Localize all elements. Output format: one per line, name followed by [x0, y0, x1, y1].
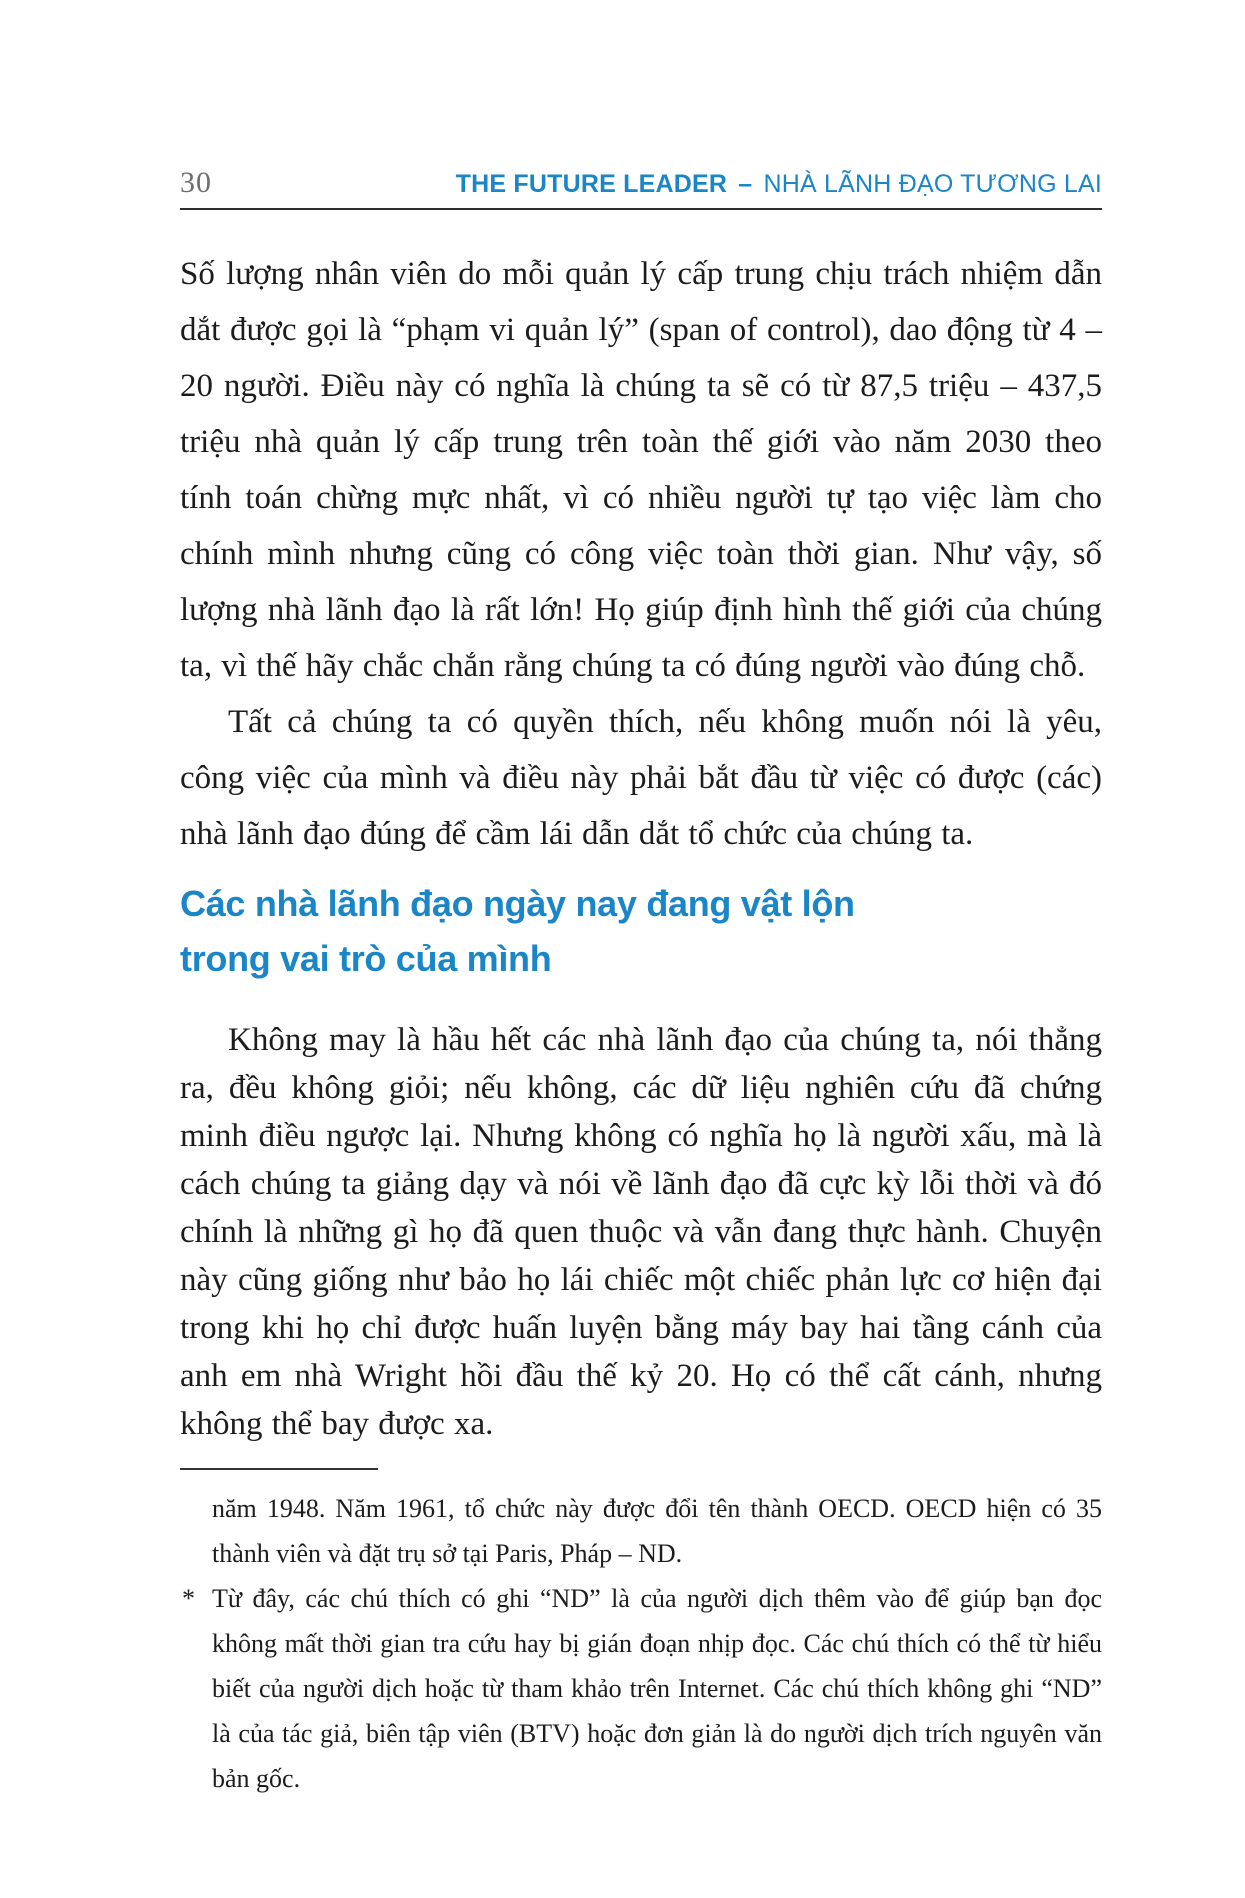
paragraph-struggling-leaders: Không may là hầu hết các nhà lãnh đạo của chúng ta, nói thẳng ra, đều không giỏi; nếu không, các dữ liệu nghiên cứu đã chứng minh điều ngược lại. Nhưng không có nghĩa họ là người xấu, mà là cách chúng ta giảng dạy và nói về lãnh đạo đã cực kỳ lỗi thời và đó chính là những gì họ đã quen thuộc và vẫn đang thực hành. Chuyện này cũng giống như bảo họ lái chiếc một chiếc phản lực cơ hiện đại trong khi họ chỉ được huấn luyện bằng máy bay hai tầng cánh của anh em nhà Wright hồi đầu thế kỷ 20. Họ có thể cất cánh, nhưng không thể bay được xa.	[180, 1022, 1102, 1442]
running-title-en: THE FUTURE LEADER	[455, 170, 728, 198]
footnotes	[180, 1486, 1102, 1801]
footnote-separator-rule	[180, 1468, 378, 1470]
footnote-item	[180, 1576, 1102, 1801]
page-number: 30	[180, 166, 212, 199]
paragraph-right-leaders: Tất cả chúng ta có quyền thích, nếu không muốn nói là yêu, công việc của mình và điều này phải bắt đầu từ việc có được (các) nhà lãnh đạo đúng để cầm lái dẫn dắt tổ chức của chúng ta.	[180, 704, 1102, 852]
paragraph-span-of-control: Số lượng nhân viên do mỗi quản lý cấp trung chịu trách nhiệm dẫn dắt được gọi là “phạm vi quản lý” (span of control), dao động từ 4 – 20 người. Điều này có nghĩa là chúng ta sẽ có từ 87,5 triệu – 437,5 triệu nhà quản lý cấp trung trên toàn thế giới vào năm 2030 theo tính toán chừng mực nhất, vì có nhiều người tự tạo việc làm cho chính mình nhưng cũng có công việc toàn thời gian. Như vậy, số lượng nhà lãnh đạo là rất lớn! Họ giúp định hình thế giới của chúng ta, vì thế hãy chắc chắn rằng chúng ta có đúng người vào đúng chỗ.	[180, 256, 1102, 684]
section-heading-line1: Các nhà lãnh đạo ngày nay đang vật lộn	[180, 883, 855, 924]
footnote-marker: *	[182, 1584, 195, 1613]
footnote-text: Từ đây, các chú thích có ghi “ND” là của người dịch thêm vào để giúp bạn đọc không mất thời gian tra cứu hay bị gián đoạn nhịp đọc. Các chú thích có thể từ hiểu biết của người dịch hoặc từ tham khảo trên Internet. Các chú thích không ghi “ND” là của tác giả, biên tập viên (BTV) hoặc đơn giản là do người dịch trích nguyên văn bản gốc.	[212, 1584, 1102, 1793]
body-text	[180, 246, 1102, 1448]
footnote-item	[180, 1486, 1102, 1576]
running-title	[456, 171, 1102, 198]
running-title-vi: NHÀ LÃNH ĐẠO TƯƠNG LAI	[763, 170, 1102, 198]
footnote-text: năm 1948. Năm 1961, tổ chức này được đổi tên thành OECD. OECD hiện có 35 thành viên và đặt trụ sở tại Paris, Pháp – ND.	[212, 1494, 1102, 1568]
section-heading	[180, 876, 1102, 986]
running-title-separator: –	[738, 170, 753, 198]
running-header	[180, 168, 1102, 210]
section-heading-line2: trong vai trò của mình	[180, 938, 552, 979]
page-content	[180, 168, 1102, 1801]
